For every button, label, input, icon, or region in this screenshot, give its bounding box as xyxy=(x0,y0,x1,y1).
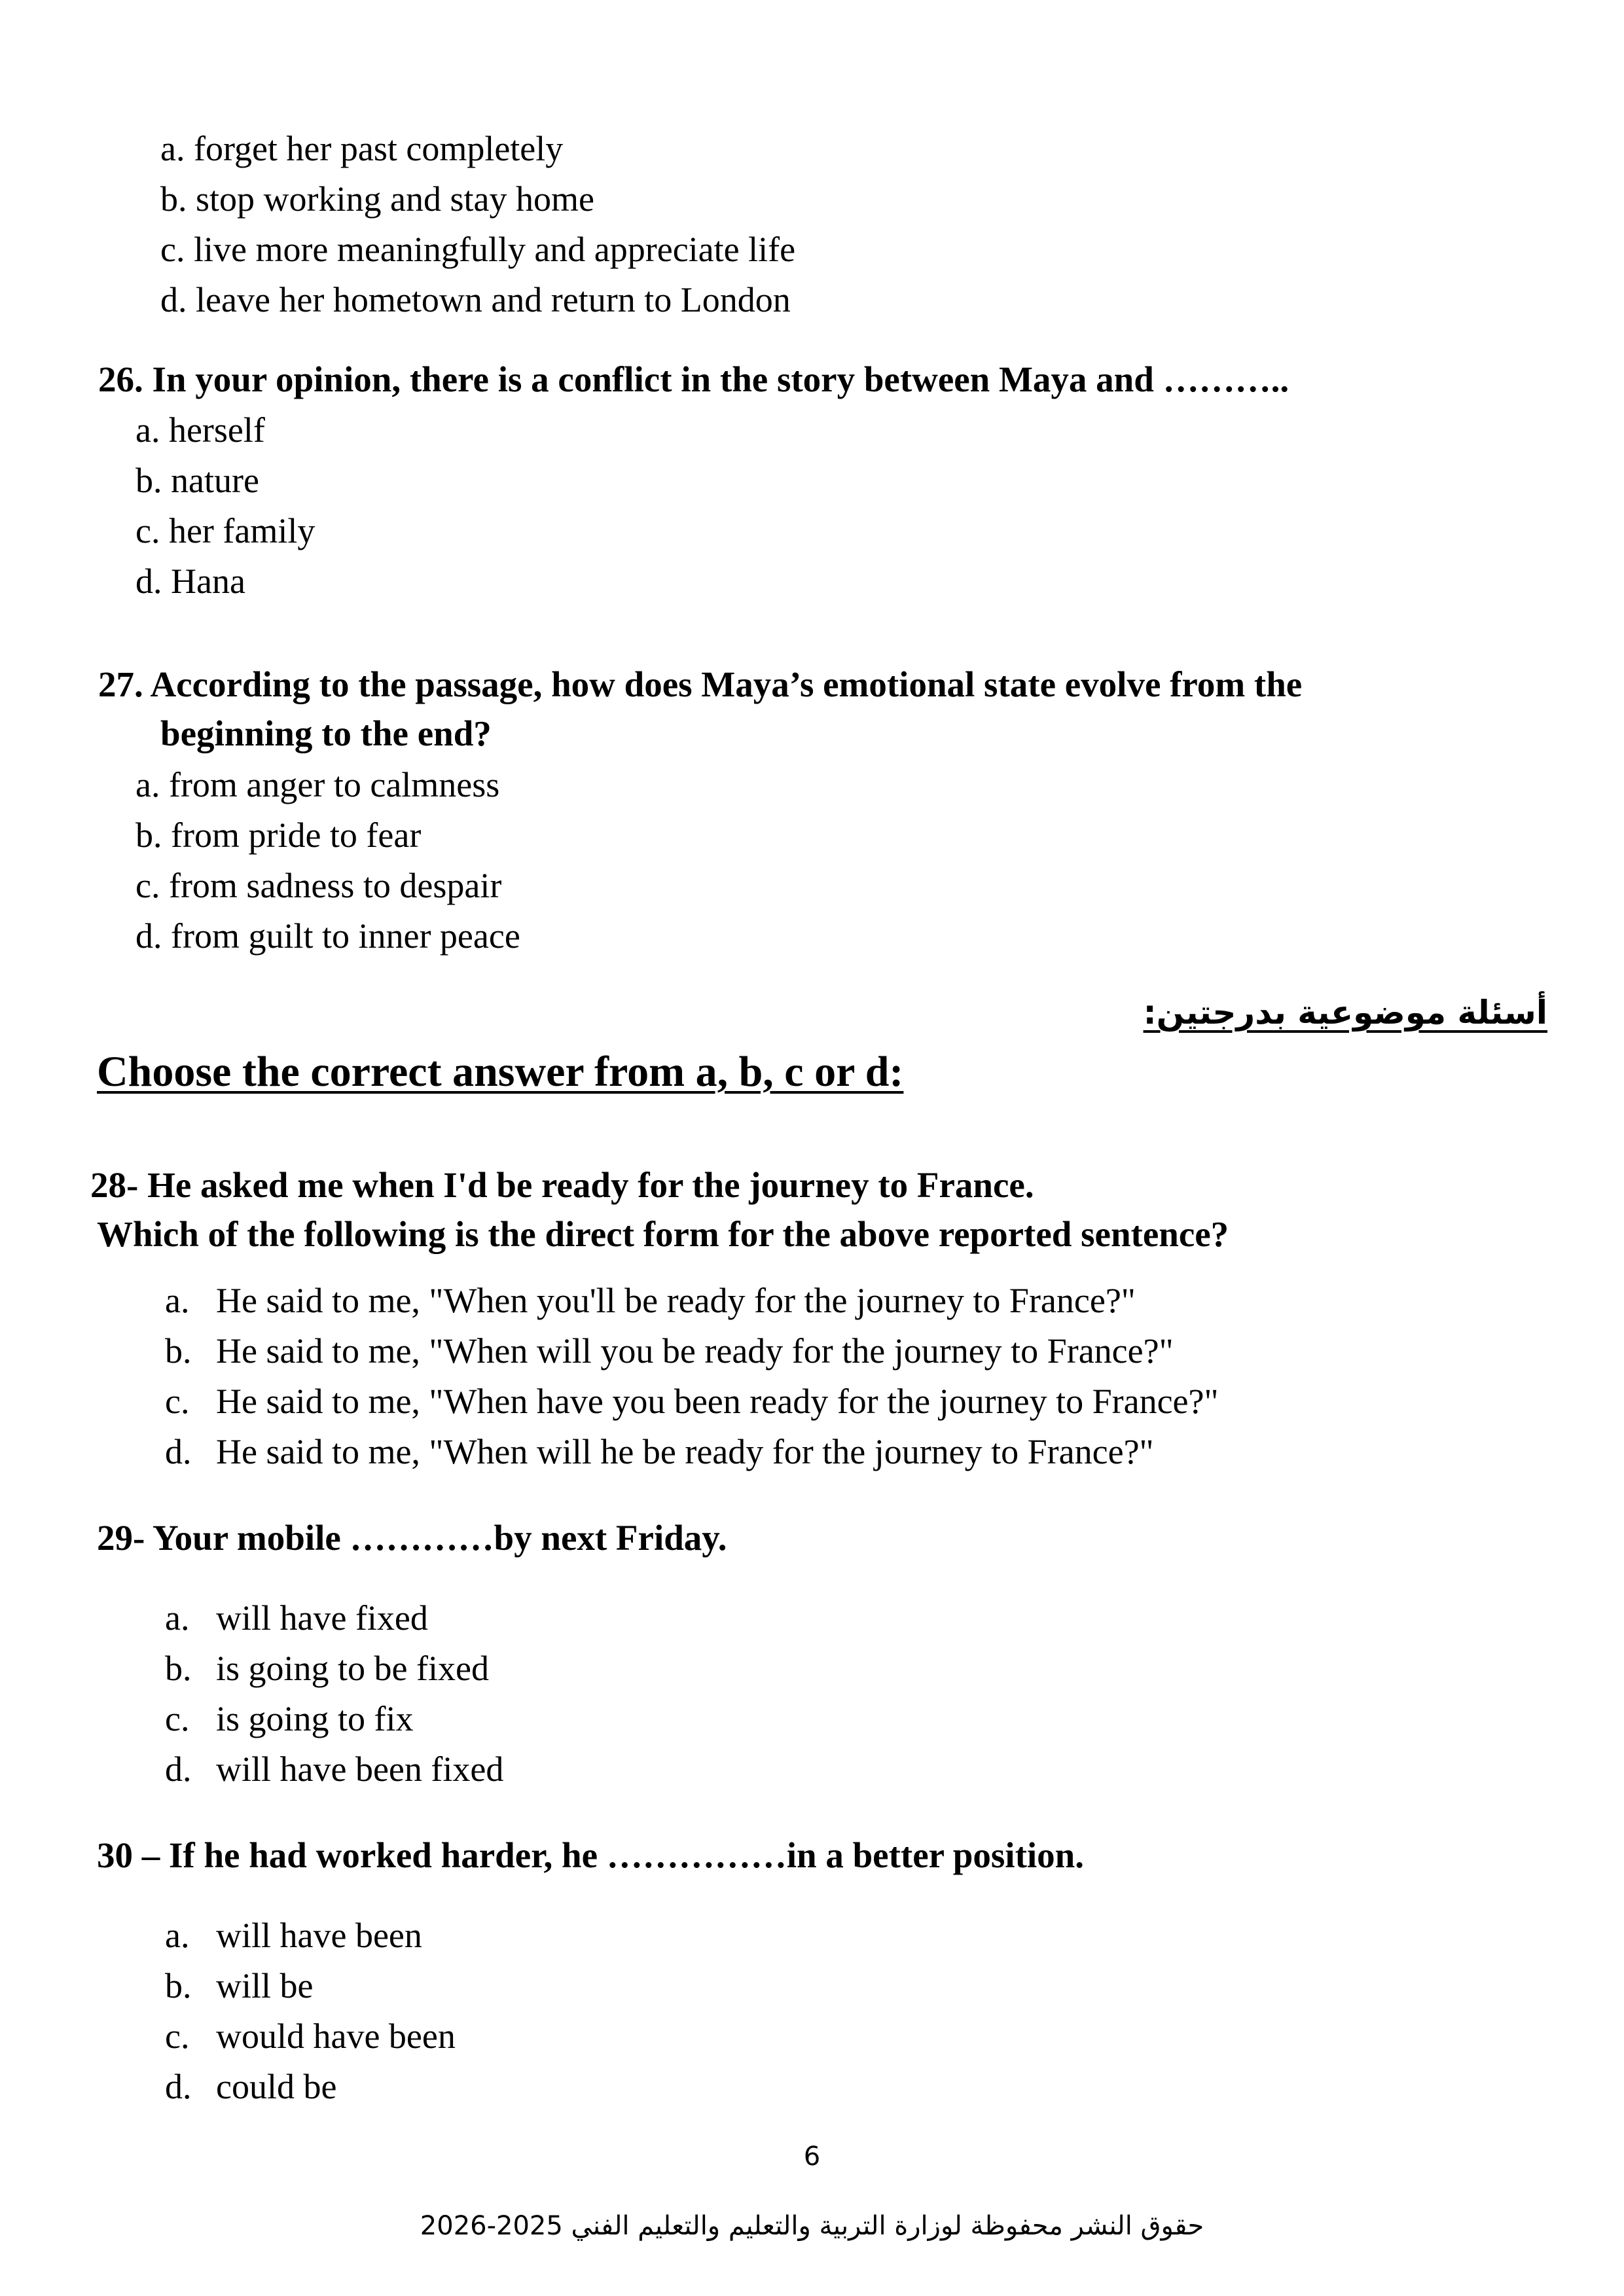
option-label: b. xyxy=(165,1331,192,1371)
option-text: He said to me, "When have you been ready for the journey to France?" xyxy=(216,1382,1219,1421)
q26-option-a: a. herself xyxy=(135,410,265,450)
option-label: b. xyxy=(165,1966,192,2005)
arabic-section-title: أسئلة موضوعية بدرجتين: xyxy=(1143,994,1547,1031)
q26-option-c: c. her family xyxy=(135,511,316,550)
option-label: a. xyxy=(165,1281,190,1320)
option-label: c. xyxy=(165,1699,190,1738)
option-label: c. xyxy=(165,1382,190,1421)
q28-question-line1: 28- He asked me when I'd be ready for the journey to France. xyxy=(90,1165,1034,1205)
q29-option-d xyxy=(165,1751,503,1787)
option-label: d. xyxy=(165,1432,192,1471)
option-text: will have been xyxy=(216,1916,422,1955)
option-text: He said to me, "When will he be ready for the journey to France?" xyxy=(216,1432,1154,1471)
q25-option-b: b. stop working and stay home xyxy=(160,179,594,219)
q28-question-line2: Which of the following is the direct form for the above reported sentence? xyxy=(97,1214,1229,1254)
q28-option-a xyxy=(165,1283,1136,1318)
q27-option-c: c. from sadness to despair xyxy=(135,866,502,905)
q27-option-b: b. from pride to fear xyxy=(135,816,422,855)
q30-question: 30 – If he had worked harder, he ……………in a better position. xyxy=(97,1835,1085,1875)
option-text: He said to me, "When will you be ready for the journey to France?" xyxy=(216,1331,1174,1371)
q27-option-a: a. from anger to calmness xyxy=(135,765,500,804)
option-label: a. xyxy=(165,1598,190,1638)
q26-option-d: d. Hana xyxy=(135,562,245,601)
option-label: c. xyxy=(165,2017,190,2056)
option-text: is going to be fixed xyxy=(216,1649,489,1688)
q30-option-a xyxy=(165,1918,422,1953)
option-text: will have fixed xyxy=(216,1598,428,1638)
q25-option-d: d. leave her hometown and return to London xyxy=(160,280,791,319)
q29-question: 29- Your mobile …………by next Friday. xyxy=(97,1518,727,1558)
q27-option-d: d. from guilt to inner peace xyxy=(135,916,520,956)
option-text: could be xyxy=(216,2067,337,2106)
q26-option-b: b. nature xyxy=(135,461,259,500)
q25-option-a: a. forget her past completely xyxy=(160,129,564,168)
q28-option-c xyxy=(165,1384,1219,1419)
section-instruction: Choose the correct answer from a, b, c or d: xyxy=(97,1048,904,1096)
q25-option-c: c. live more meaningfully and appreciate life xyxy=(160,230,796,269)
q30-option-c xyxy=(165,2018,456,2054)
option-label: d. xyxy=(165,1749,192,1789)
q30-option-b xyxy=(165,1968,313,2003)
q28-option-b xyxy=(165,1333,1174,1369)
q29-option-a xyxy=(165,1600,428,1636)
option-text: is going to fix xyxy=(216,1699,414,1738)
q30-option-d xyxy=(165,2069,336,2104)
option-text: will have been fixed xyxy=(216,1749,504,1789)
option-text: He said to me, "When you'll be ready for the journey to France?" xyxy=(216,1281,1136,1320)
copyright-footer: حقوق النشر محفوظة لوزارة التربية والتعليم والتعليم الفني 2025-2026 xyxy=(420,2211,1204,2241)
option-text: will be xyxy=(216,1966,314,2005)
page-number: 6 xyxy=(803,2142,821,2172)
option-label: a. xyxy=(165,1916,190,1955)
q26-question: 26. In your opinion, there is a conflict in the story between Maya and ……….. xyxy=(98,359,1290,399)
option-label: d. xyxy=(165,2067,192,2106)
q28-option-d xyxy=(165,1434,1154,1469)
option-label: b. xyxy=(165,1649,192,1688)
q27-question-line1: 27. According to the passage, how does Maya’s emotional state evolve from the xyxy=(98,664,1303,704)
q29-option-c xyxy=(165,1701,414,1736)
q29-option-b xyxy=(165,1651,489,1686)
option-text: would have been xyxy=(216,2017,456,2056)
q27-question-line2: beginning to the end? xyxy=(160,713,492,753)
